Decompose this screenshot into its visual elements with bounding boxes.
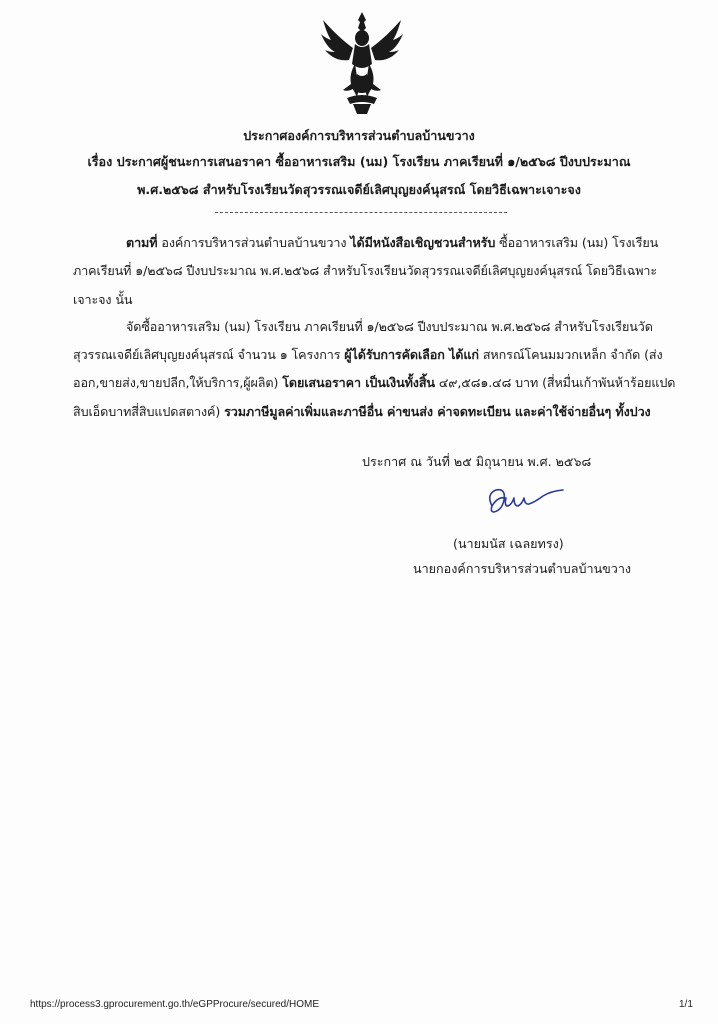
price-amount: ๔๙,๕๘๑.๔๘ บาท (สี่หมื่นเก้าพันห้าร้อยแปด [434, 375, 676, 390]
source-url: https://process3.gprocurement.go.th/eGPProcure/secured/HOME [30, 999, 320, 1010]
invitation-phrase: ได้มีหนังสือเชิญชวนสำหรับ [350, 235, 496, 250]
handwritten-signature [482, 484, 566, 520]
subject-line-2: พ.ศ.๒๕๖๘ สำหรับโรงเรียนวัดสุวรรณเจดีย์เลิศบุญยงค์นุสรณ์ โดยวิธีเฉพาะเจาะจง [137, 182, 581, 197]
paragraph-2-line-3 [73, 374, 675, 392]
subject-line-1: เรื่อง ประกาศผู้ชนะการเสนอราคา ซื้ออาหารเสริม (นม) โรงเรียน ภาคเรียนที่ ๑/๒๕๖๘ ปีงบประมาณ [87, 154, 631, 169]
paragraph-2-line-1: จัดซื้ออาหารเสริม (นม) โรงเรียน ภาคเรียนที่ ๑/๒๕๖๘ ปีงบประมาณ พ.ศ.๒๕๖๘ สำหรับโรงเรียนวัด [126, 319, 653, 334]
lead-word: ตามที่ [126, 235, 158, 250]
signer-position: นายกองค์การบริหารส่วนตำบลบ้านขวาง [413, 561, 632, 576]
paragraph-2-line-2 [73, 346, 663, 364]
item-phrase: ซื้ออาหารเสริม (นม) โรงเรียน [495, 235, 659, 250]
tax-inclusion-note: รวมภาษีมูลค่าเพิ่มและภาษีอื่น ค่าขนส่ง ค่าจดทะเบียน และค่าใช้จ่ายอื่นๆ ทั้งปวง [224, 404, 651, 419]
garuda-emblem-icon [317, 8, 407, 116]
paragraph-2-line-4 [73, 403, 651, 421]
announcement-date: ประกาศ ณ วันที่ ๒๕ มิถุนายน พ.ศ. ๒๕๖๘ [362, 454, 592, 469]
school-project-text: สุวรรณเจดีย์เลิศบุญยงค์นุสรณ์ จำนวน ๑ โครงการ [73, 347, 345, 362]
price-label: โดยเสนอราคา เป็นเงินทั้งสิ้น [282, 375, 435, 390]
page-number: 1/1 [679, 999, 693, 1010]
org-name: องค์การบริหารส่วนตำบลบ้านขวาง [157, 235, 351, 250]
paragraph-1-line-3: เจาะจง นั้น [73, 292, 133, 307]
vendor-type: ออก,ขายส่ง,ขายปลีก,ให้บริการ,ผู้ผลิต) [73, 375, 283, 390]
signer-name: (นายมนัส เฉลยทรง) [453, 536, 564, 551]
price-in-words: สิบเอ็ดบาทสี่สิบแปดสตางค์) [73, 404, 225, 419]
vendor-name: สหกรณ์โคนมมวกเหล็ก จำกัด (ส่ง [478, 347, 663, 362]
paragraph-1-line-1 [126, 234, 658, 252]
separator-line [215, 212, 507, 213]
org-announcement-title: ประกาศองค์การบริหารส่วนตำบลบ้านขวาง [243, 128, 475, 143]
paragraph-1-line-2: ภาคเรียนที่ ๑/๒๕๖๘ ปีงบประมาณ พ.ศ.๒๕๖๘ สำหรับโรงเรียนวัดสุวรรณเจดีย์เลิศบุญยงค์นุสรณ์ โดยวิธีเฉพาะ [73, 263, 658, 278]
selected-vendor-label: ผู้ได้รับการคัดเลือก ได้แก่ [344, 347, 479, 362]
